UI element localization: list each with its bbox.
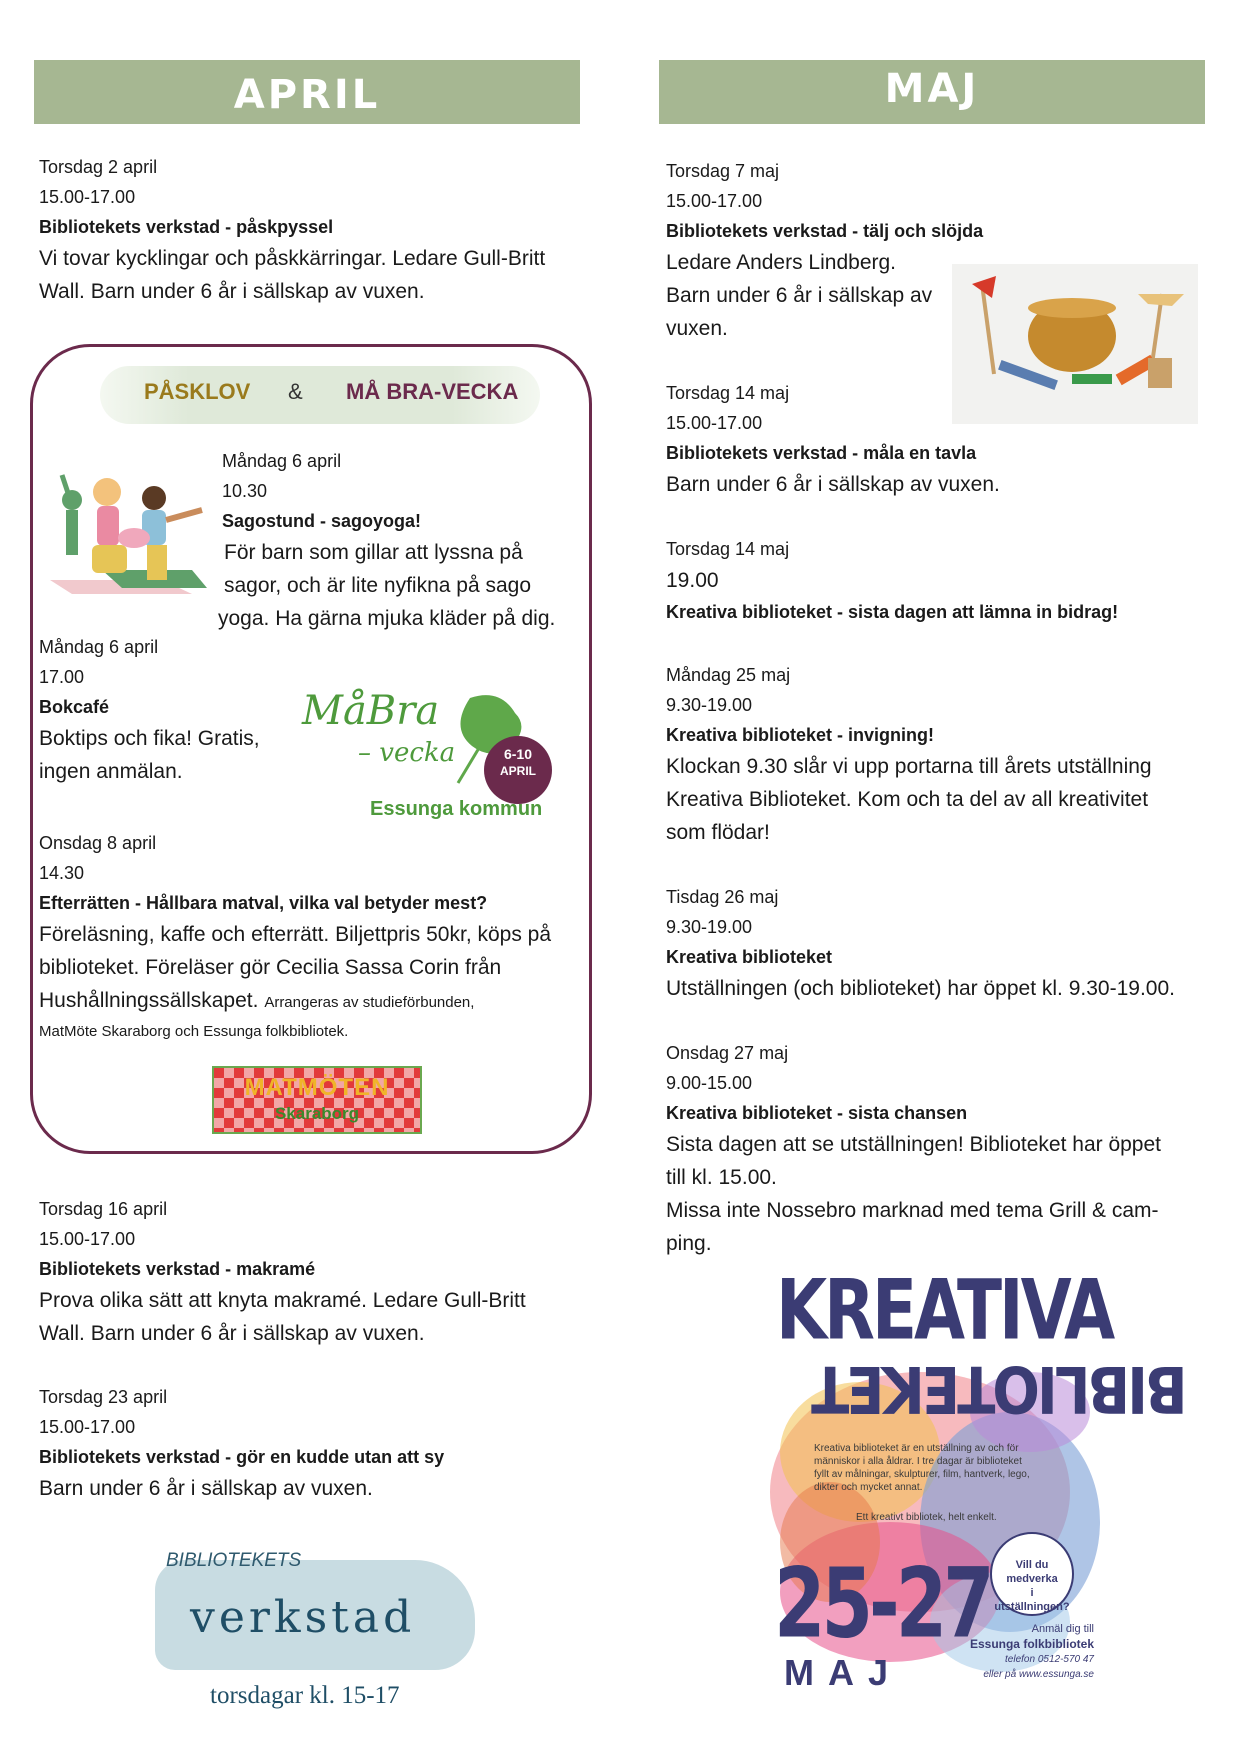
mabra-badge-month: APRIL: [500, 764, 536, 778]
event-date: Måndag 25 maj: [666, 665, 791, 685]
poster-title-2-mirrored: BIBLIOTEKET: [814, 1351, 1188, 1426]
event-text: Boktips och fika! Gratis,: [39, 727, 260, 750]
banner-mabra: MÅ BRA-VECKA: [346, 379, 519, 404]
event-text: Ledare Anders Lindberg.: [666, 251, 897, 274]
matmoten-logo: [212, 1066, 422, 1134]
event-time: 17.00: [39, 667, 85, 687]
event-time: 19.00: [666, 569, 719, 592]
poster-badge: [990, 1532, 1074, 1616]
event-text: Vi tovar kycklingar och påskkärringar. Ledare Gull-Britt: [39, 247, 546, 270]
matmoten-logo-title: MATMÖTEN: [244, 1074, 390, 1101]
poster-body-line: människor i alla åldrar. I tre dagar är biblioteket: [814, 1456, 1022, 1467]
event-text: Hushållningssällskapet.: [39, 989, 259, 1012]
poster-badge-line: Vill du medverka: [1006, 1559, 1058, 1585]
banner-amp: &: [288, 379, 303, 404]
poster-contact-line: Essunga folkbibliotek: [969, 1637, 1094, 1651]
poster-body-line: dikter och mycket annat.: [814, 1482, 923, 1493]
poster-contact-line: telefon 0512-570 47: [1005, 1654, 1094, 1665]
poster-body-line: fyllt av målningar, skulpturer, film, hantverk, lego,: [814, 1469, 1030, 1480]
mabra-script: MåBra: [302, 688, 440, 734]
verkstad-logo-top: BIBLIOTEKETS: [166, 1550, 302, 1571]
banner-pasklov: PÅSKLOV: [144, 379, 251, 404]
event-text: Utställningen (och biblioteket) har öppet kl. 9.30-19.00.: [666, 977, 1175, 1000]
event-text: biblioteket. Föreläser gör Cecilia Sassa Corin från: [39, 956, 502, 979]
event-title: Efterrätten - Hållbara matval, vilka val betyder mest?: [39, 893, 488, 913]
event-text: Klockan 9.30 slår vi upp portarna till årets utställning: [666, 755, 1152, 778]
event-time: 15.00-17.00: [39, 1229, 136, 1249]
event-text: Kreativa Biblioteket. Kom och ta del av all kreativitet: [666, 788, 1149, 811]
poster-dates: 25-27: [774, 1548, 991, 1660]
event-title: Kreativa biblioteket: [666, 947, 833, 967]
verkstad-logo-sub: torsdagar kl. 15-17: [210, 1682, 400, 1709]
april-event-1: [39, 152, 545, 308]
event-date: Torsdag 14 maj: [666, 539, 790, 559]
event-date: Torsdag 2 april: [39, 157, 158, 177]
maj-event-3: [666, 534, 1118, 627]
event-text: Barn under 6 år i sällskap av vuxen.: [666, 473, 1000, 496]
maj-event-2: [666, 378, 1000, 501]
poster-contact-line: eller på www.essunga.se: [983, 1669, 1094, 1680]
verkstad-logo: [150, 1540, 490, 1720]
event-title: Bibliotekets verkstad - gör en kudde utan att sy: [39, 1447, 445, 1467]
poster-body: [814, 1442, 1030, 1494]
event-text: För barn som gillar att lyssna på: [224, 541, 523, 564]
mabra-badge-dates: 6-10: [503, 746, 533, 762]
event-text: Wall. Barn under 6 år i sällskap av vuxen.: [39, 1322, 425, 1345]
event-date: Måndag 6 april: [39, 637, 159, 657]
mabra-org: Essunga kommun: [370, 798, 543, 820]
event-text: Sista dagen att se utställningen! Biblioteket har öppet: [666, 1133, 1161, 1156]
event-text: Wall. Barn under 6 år i sällskap av vuxen.: [39, 280, 425, 303]
event-date: Tisdag 26 maj: [666, 887, 779, 907]
maj-header: MAJ: [659, 60, 1205, 124]
box-event-yoga: [218, 446, 556, 635]
event-text: yoga. Ha gärna mjuka kläder på dig.: [218, 607, 556, 630]
event-text: Barn under 6 år i sällskap av vuxen.: [39, 1477, 373, 1500]
event-text: Prova olika sätt att knyta makramé. Ledare Gull-Britt: [39, 1289, 526, 1312]
event-date: Onsdag 27 maj: [666, 1043, 789, 1063]
event-text: Barn under 6 år i sällskap av: [666, 284, 933, 307]
event-title: Sagostund - sagoyoga!: [222, 511, 422, 531]
event-date: Onsdag 8 april: [39, 833, 157, 853]
event-time: 15.00-17.00: [39, 187, 136, 207]
event-date: Torsdag 7 maj: [666, 161, 780, 181]
event-date: Torsdag 23 april: [39, 1387, 168, 1407]
box-event-bokcafe: [39, 632, 260, 788]
event-title: Bibliotekets verkstad - påskpyssel: [39, 217, 334, 237]
event-text: till kl. 15.00.: [666, 1166, 777, 1189]
event-date: Måndag 6 april: [222, 451, 342, 471]
event-date: Torsdag 14 maj: [666, 383, 790, 403]
event-date: Torsdag 16 april: [39, 1199, 168, 1219]
poster-month: MAJ: [784, 1652, 903, 1693]
event-organizers: Arrangeras av studieförbunden,: [264, 994, 475, 1011]
event-time: 9.30-19.00: [666, 695, 753, 715]
matmoten-logo-subtitle: Skaraborg: [274, 1104, 360, 1123]
event-title: Bibliotekets verkstad - tälj och slöjda: [666, 221, 984, 241]
event-time: 15.00-17.00: [666, 191, 763, 211]
box-event-efterratten: [39, 828, 551, 1045]
event-time: 14.30: [39, 863, 85, 883]
event-time: 9.30-19.00: [666, 917, 753, 937]
event-title: Kreativa biblioteket - sista chansen: [666, 1103, 968, 1123]
mabra-logo: [300, 688, 570, 828]
april-event-2: [39, 1194, 526, 1350]
event-text: som flödar!: [666, 821, 770, 844]
event-title: Kreativa biblioteket - sista dagen att lämna in bidrag!: [666, 602, 1119, 622]
poster-tagline: Ett kreativt bibliotek, helt enkelt.: [856, 1512, 997, 1523]
maj-event-4: [666, 660, 1152, 849]
yoga-illustration: [42, 470, 214, 600]
verkstad-logo-main: verkstad: [190, 1592, 416, 1643]
event-text: sagor, och är lite nyfikna på sago: [224, 574, 532, 597]
poster-contact: [910, 1622, 1094, 1682]
event-text: ping.: [666, 1232, 712, 1255]
event-time: 15.00-17.00: [666, 413, 763, 433]
event-time: 9.00-15.00: [666, 1073, 753, 1093]
maj-event-1: [666, 156, 983, 345]
maj-event-5: [666, 882, 1175, 1005]
event-text: Missa inte Nossebro marknad med tema Grill & cam-: [666, 1199, 1159, 1222]
kreativa-poster: [770, 1262, 1188, 1694]
event-title: Bibliotekets verkstad - makramé: [39, 1259, 316, 1279]
april-header: APRIL: [34, 60, 580, 124]
event-title: Kreativa biblioteket - invigning!: [666, 725, 935, 745]
event-time: 15.00-17.00: [39, 1417, 136, 1437]
box-banner: [100, 366, 540, 424]
poster-title-1: KREATIVA: [776, 1262, 1113, 1359]
event-title: Bibliotekets verkstad - måla en tavla: [666, 443, 977, 463]
event-text: Föreläsning, kaffe och efterrätt. Biljettpris 50kr, köps på: [39, 923, 552, 946]
poster-body-line: Kreativa biblioteket är en utställning av och för: [814, 1443, 1019, 1454]
event-time: 10.30: [222, 481, 268, 501]
event-title: Bokcafé: [39, 697, 110, 717]
april-event-3: [39, 1382, 444, 1505]
maj-event-6: [666, 1038, 1161, 1260]
poster-badge-line: i utställningen?: [994, 1587, 1070, 1613]
event-text: vuxen.: [666, 317, 728, 340]
event-organizers: MatMöte Skaraborg och Essunga folkbibliotek.: [39, 1023, 349, 1040]
event-text: ingen anmälan.: [39, 760, 183, 783]
mabra-script-vecka: – vecka: [358, 738, 456, 768]
poster-contact-line: Anmäl dig till: [1031, 1623, 1094, 1635]
